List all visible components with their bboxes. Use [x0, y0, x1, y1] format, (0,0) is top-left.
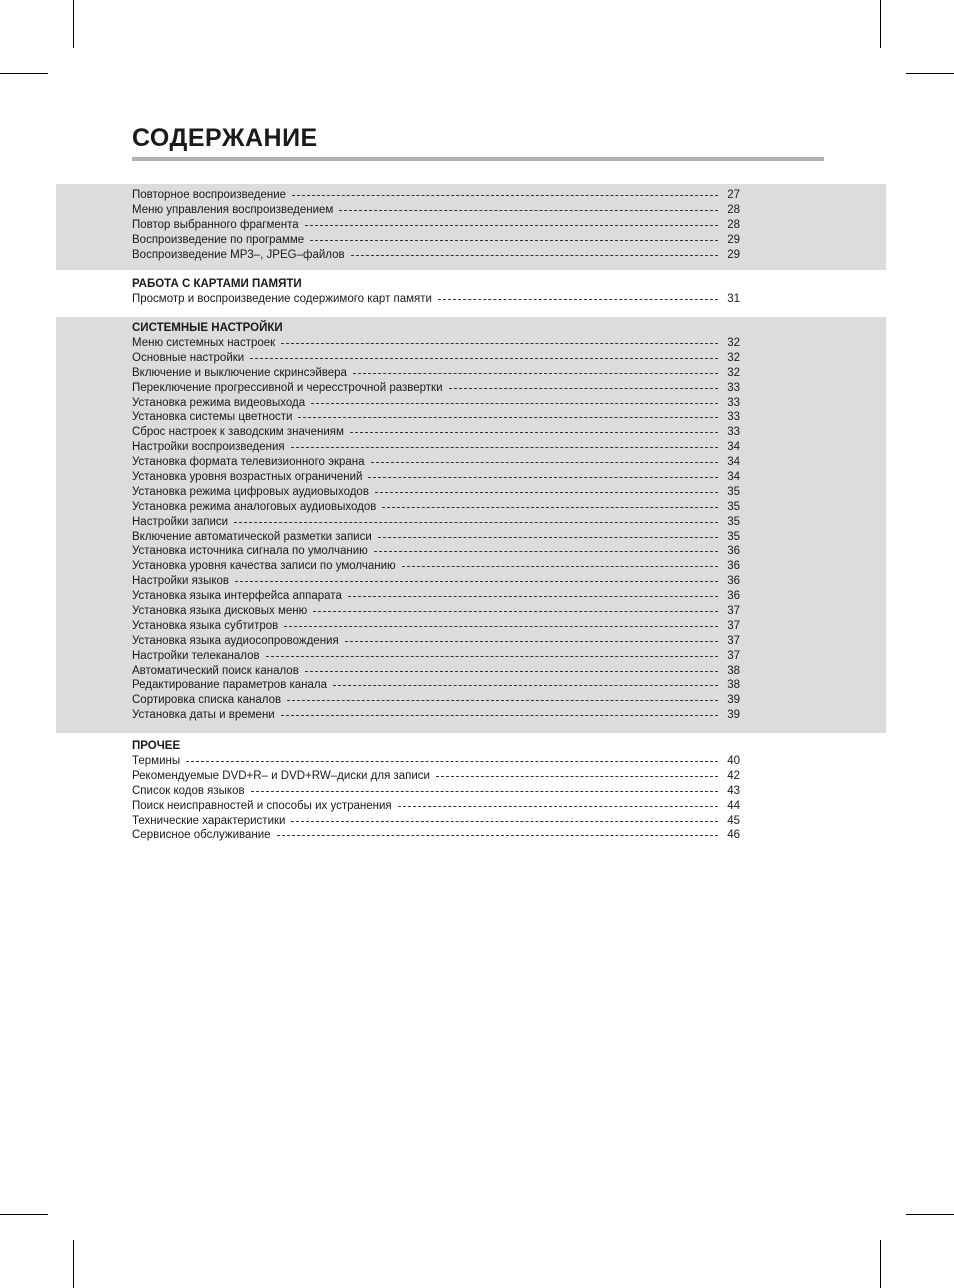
dot-leader: [339, 210, 718, 211]
dot-leader: [284, 626, 718, 627]
toc-page-number: 46: [727, 829, 740, 842]
toc-row[interactable]: [132, 381, 740, 396]
toc-item-label: Настройки воспроизведения: [132, 441, 285, 454]
crop-mark: [73, 0, 74, 48]
toc-row[interactable]: [132, 530, 740, 545]
toc-row[interactable]: [132, 604, 740, 619]
toc-item-label: Установка режима цифровых аудиовыходов: [132, 485, 369, 498]
toc-row[interactable]: [132, 248, 740, 263]
toc-item-label: Установка языка субтитров: [132, 619, 279, 632]
toc-page-number: 28: [727, 203, 740, 216]
toc-item-label: Поиск неисправностей и способы их устранения: [132, 799, 392, 812]
dot-leader: [436, 776, 718, 777]
dot-leader: [345, 641, 718, 642]
toc-item-label: Список кодов языков: [132, 784, 245, 797]
toc-row[interactable]: [132, 440, 740, 455]
toc-item-label: Установка языка аудиосопровождения: [132, 634, 339, 647]
dot-leader: [374, 551, 718, 552]
toc-item-label: Установка уровня возрастных ограничений: [132, 471, 363, 484]
toc-row[interactable]: [132, 292, 740, 307]
toc-item-label: Воспроизведение по программе: [132, 233, 305, 246]
dot-leader: [375, 492, 718, 493]
toc-item-label: Установка режима видеовыхода: [132, 396, 306, 409]
toc-page-number: 39: [727, 709, 740, 722]
dot-leader: [277, 835, 718, 836]
toc-row[interactable]: [132, 574, 740, 589]
toc-page-number: 32: [727, 366, 740, 379]
toc-row[interactable]: [132, 218, 740, 233]
toc-page-number: 33: [727, 396, 740, 409]
dot-leader: [281, 343, 718, 344]
toc-page-number: 37: [727, 649, 740, 662]
toc-item-label: Включение и выключение скринсэйвера: [132, 366, 347, 379]
toc-row[interactable]: [132, 784, 740, 799]
toc-row[interactable]: [132, 410, 740, 425]
toc-item-label: Основные настройки: [132, 351, 245, 364]
crop-mark: [906, 1214, 954, 1215]
dot-leader: [438, 299, 718, 300]
dot-leader: [350, 432, 718, 433]
dot-leader: [235, 581, 718, 582]
toc-row[interactable]: [132, 455, 740, 470]
crop-mark: [880, 1240, 881, 1288]
crop-mark: [880, 0, 881, 48]
toc-page-number: 34: [727, 441, 740, 454]
dot-leader: [368, 477, 718, 478]
toc-row[interactable]: [132, 188, 740, 203]
toc-row[interactable]: [132, 619, 740, 634]
toc-page-number: 44: [727, 799, 740, 812]
toc-item-label: Сортировка списка каналов: [132, 694, 282, 707]
section-heading: ПРОЧЕЕ: [132, 740, 181, 752]
toc-item-label: Включение автоматической разметки записи: [132, 530, 372, 543]
toc-item-label: Повторное воспроизведение: [132, 189, 287, 201]
dot-leader: [266, 656, 718, 657]
toc-row[interactable]: [132, 233, 740, 248]
toc-item-label: Редактирование параметров канала: [132, 679, 328, 692]
toc-page-number: 37: [727, 634, 740, 647]
toc-page-number: 32: [727, 337, 740, 349]
section-heading: СИСТЕМНЫЕ НАСТРОЙКИ: [132, 322, 283, 334]
dot-leader: [333, 685, 718, 686]
toc-row[interactable]: [132, 396, 740, 411]
toc-item-label: Настройки языков: [132, 575, 230, 588]
toc-row[interactable]: [132, 559, 740, 574]
toc-page-number: 37: [727, 605, 740, 618]
toc-page-number: 33: [727, 426, 740, 439]
toc-row[interactable]: [132, 500, 740, 515]
dot-leader: [281, 715, 718, 716]
toc-page-number: 35: [727, 485, 740, 498]
toc-row[interactable]: [132, 649, 740, 664]
toc-page-number: 36: [727, 545, 740, 558]
toc-page-number: 32: [727, 351, 740, 364]
dot-leader: [310, 240, 718, 241]
toc-page-number: 33: [727, 381, 740, 394]
toc-item-label: Рекомендуемые DVD+R– и DVD+RW–диски для записи: [132, 769, 430, 782]
toc-row[interactable]: [132, 336, 740, 351]
toc-page-number: 36: [727, 575, 740, 588]
toc-row[interactable]: [132, 425, 740, 440]
crop-mark: [73, 1240, 74, 1288]
toc-section-playback: [132, 188, 740, 262]
dot-leader: [311, 403, 718, 404]
dot-leader: [291, 447, 718, 448]
crop-mark: [0, 73, 48, 74]
toc-item-label: Сервисное обслуживание: [132, 829, 271, 842]
toc-page-number: 33: [727, 411, 740, 424]
dot-leader: [402, 566, 718, 567]
dot-leader: [348, 596, 718, 597]
dot-leader: [371, 462, 718, 463]
title-underline: [132, 157, 824, 161]
dot-leader: [305, 225, 718, 226]
toc-page-number: 38: [727, 664, 740, 677]
toc-page-number: 36: [727, 590, 740, 603]
dot-leader: [305, 671, 718, 672]
dot-leader: [353, 373, 718, 374]
toc-page-number: 40: [727, 755, 740, 767]
toc-item-label: Установка уровня качества записи по умолчанию: [132, 560, 396, 573]
toc-item-label: Установка языка дисковых меню: [132, 605, 308, 618]
toc-item-label: Установка языка интерфейса аппарата: [132, 590, 342, 603]
toc-row[interactable]: [132, 828, 740, 843]
toc-item-label: Настройки телеканалов: [132, 649, 260, 662]
toc-page-number: 29: [727, 248, 740, 261]
page-title: СОДЕРЖАНИЕ: [132, 124, 318, 152]
toc-row[interactable]: [132, 203, 740, 218]
dot-leader: [313, 611, 718, 612]
toc-row[interactable]: [132, 708, 740, 723]
toc-item-label: Термины: [132, 755, 181, 767]
toc-page-number: 34: [727, 456, 740, 469]
dot-leader: [378, 537, 718, 538]
toc-page-number: 37: [727, 619, 740, 632]
dot-leader: [398, 806, 718, 807]
toc-row[interactable]: [132, 634, 740, 649]
toc-row[interactable]: [132, 693, 740, 708]
toc-item-label: Меню системных настроек: [132, 337, 276, 349]
dot-leader: [382, 507, 718, 508]
toc-page-number: 35: [727, 515, 740, 528]
toc-row[interactable]: [132, 678, 740, 693]
dot-leader: [292, 195, 718, 196]
toc-item-label: Установка режима аналоговых аудиовыходов: [132, 500, 377, 513]
toc-item-label: Сброс настроек к заводским значениям: [132, 426, 344, 439]
toc-item-label: Установка даты и времени: [132, 709, 275, 722]
dot-leader: [351, 255, 718, 256]
toc-row[interactable]: [132, 769, 740, 784]
toc-page-number: 27: [727, 189, 740, 201]
dot-leader: [234, 522, 718, 523]
toc-row[interactable]: [132, 515, 740, 530]
toc-item-label: Воспроизведение MP3–, JPEG–файлов: [132, 248, 345, 261]
toc-page-number: 39: [727, 694, 740, 707]
toc-page-number: 42: [727, 769, 740, 782]
toc-row[interactable]: [132, 589, 740, 604]
toc-row[interactable]: [132, 544, 740, 559]
toc-item-label: Установка источника сигнала по умолчанию: [132, 545, 368, 558]
toc-section-system-settings: [132, 321, 740, 723]
crop-mark: [906, 73, 954, 74]
dot-leader: [186, 761, 718, 762]
toc-item-label: Установка формата телевизионного экрана: [132, 456, 365, 469]
toc-section-other: [132, 739, 740, 843]
toc-section-memory-cards: [132, 277, 740, 307]
toc-row[interactable]: [132, 754, 740, 769]
toc-page-number: 45: [727, 814, 740, 827]
toc-row[interactable]: [132, 799, 740, 814]
crop-mark: [0, 1214, 48, 1215]
toc-page-number: 38: [727, 679, 740, 692]
toc-row[interactable]: [132, 470, 740, 485]
toc-item-label: Просмотр и воспроизведение содержимого карт памяти: [132, 293, 432, 305]
toc-page-number: 34: [727, 471, 740, 484]
toc-row[interactable]: [132, 351, 740, 366]
toc-page-number: 35: [727, 500, 740, 513]
toc-page-number: 31: [727, 293, 740, 305]
toc-page-number: 29: [727, 233, 740, 246]
toc-page-number: 28: [727, 218, 740, 231]
dot-leader: [291, 821, 718, 822]
toc-item-label: Автоматический поиск каналов: [132, 664, 299, 677]
dot-leader: [250, 358, 718, 359]
toc-row[interactable]: [132, 485, 740, 500]
section-heading: РАБОТА С КАРТАМИ ПАМЯТИ: [132, 278, 302, 290]
toc-item-label: Повтор выбранного фрагмента: [132, 218, 299, 231]
dot-leader: [298, 417, 718, 418]
toc-row[interactable]: [132, 366, 740, 381]
toc-item-label: Меню управления воспроизведением: [132, 203, 334, 216]
toc-page-number: 36: [727, 560, 740, 573]
toc-item-label: Технические характеристики: [132, 814, 286, 827]
toc-row[interactable]: [132, 664, 740, 679]
toc-page-number: 43: [727, 784, 740, 797]
toc-item-label: Настройки записи: [132, 515, 229, 528]
toc-page-number: 35: [727, 530, 740, 543]
toc-row[interactable]: [132, 814, 740, 829]
dot-leader: [251, 791, 718, 792]
dot-leader: [287, 700, 718, 701]
toc-item-label: Установка системы цветности: [132, 411, 293, 424]
dot-leader: [449, 388, 719, 389]
toc-item-label: Переключение прогрессивной и чересстрочной развертки: [132, 381, 443, 394]
